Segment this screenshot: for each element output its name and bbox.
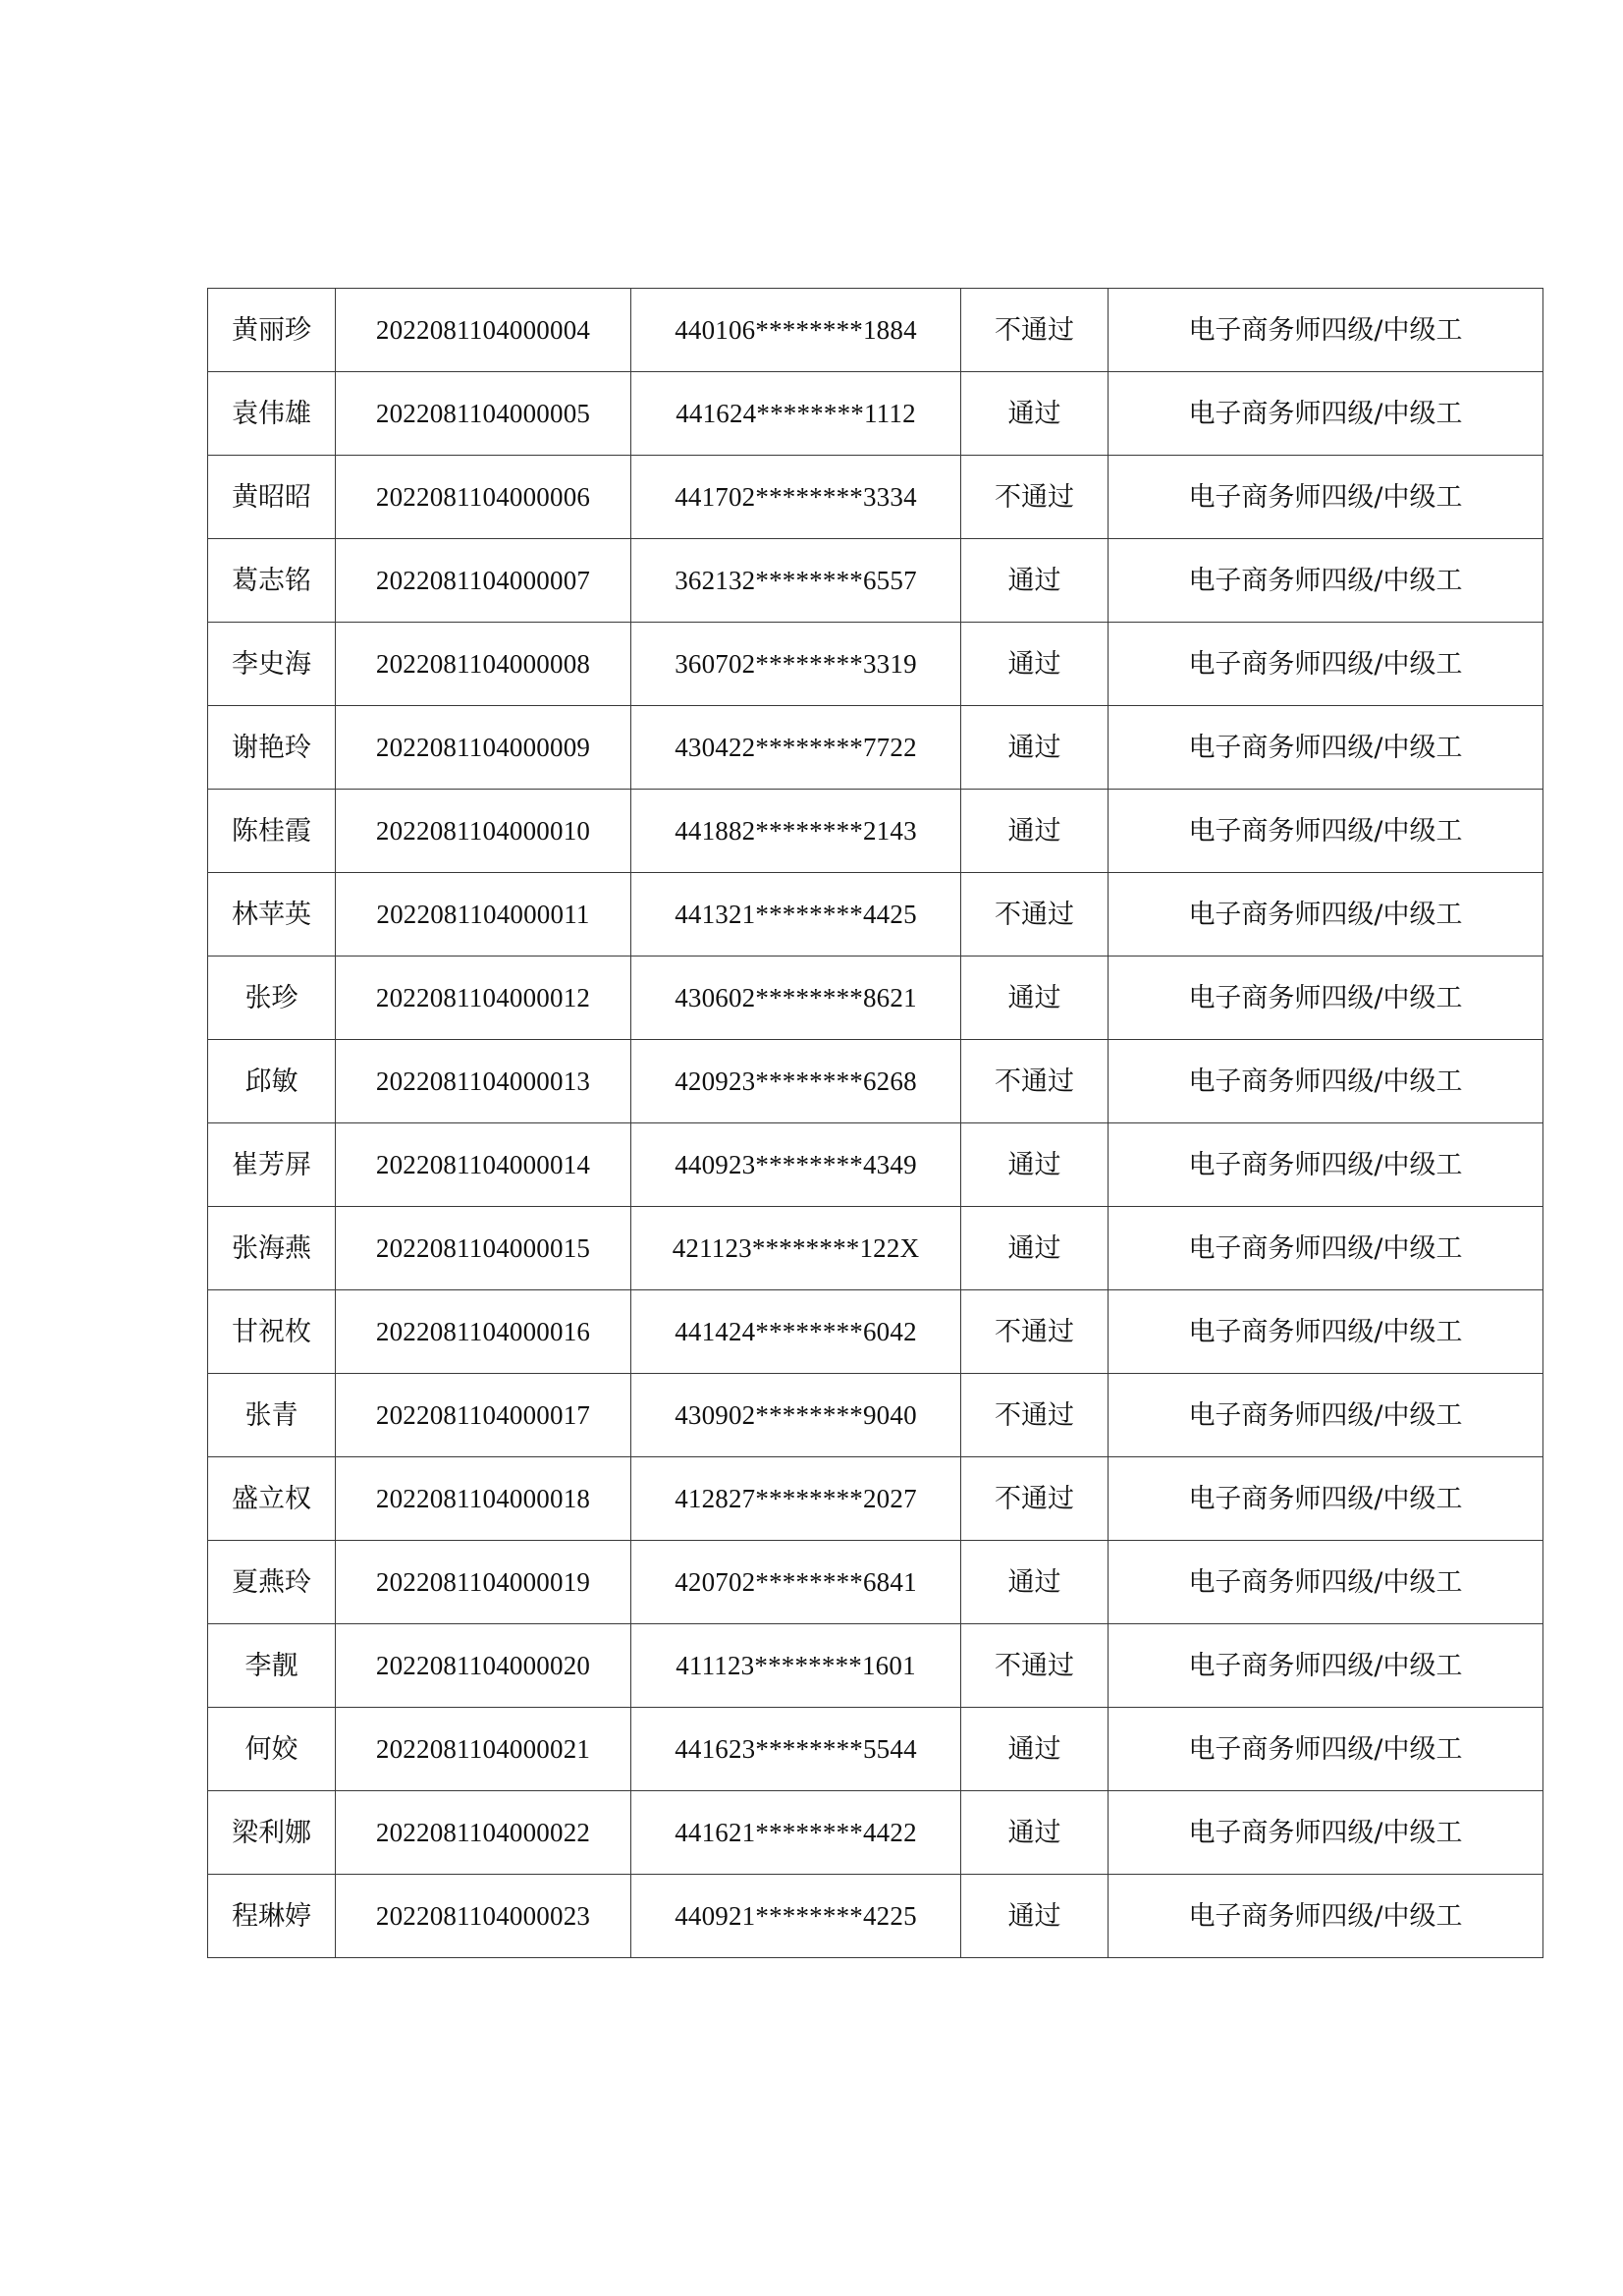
id-number-cell: 441321********4425 xyxy=(631,873,961,957)
table-row xyxy=(208,1624,1543,1708)
result-cell: 不通过 xyxy=(961,1040,1109,1123)
occupation-level-cell: 电子商务师四级/中级工 xyxy=(1109,1290,1543,1374)
occupation-level-cell: 电子商务师四级/中级工 xyxy=(1109,873,1543,957)
result-cell: 通过 xyxy=(961,1123,1109,1207)
exam-number-cell: 2022081104000009 xyxy=(336,706,631,790)
occupation-level-cell: 电子商务师四级/中级工 xyxy=(1109,1708,1543,1791)
result-cell: 不通过 xyxy=(961,1624,1109,1708)
id-number-cell: 441623********5544 xyxy=(631,1708,961,1791)
exam-number-cell: 2022081104000005 xyxy=(336,372,631,456)
id-number-cell: 430602********8621 xyxy=(631,957,961,1040)
candidate-name-cell: 张海燕 xyxy=(208,1207,336,1290)
table-row xyxy=(208,623,1543,706)
exam-number-cell: 2022081104000017 xyxy=(336,1374,631,1457)
table-row xyxy=(208,790,1543,873)
id-number-cell: 441621********4422 xyxy=(631,1791,961,1875)
exam-number-cell: 2022081104000016 xyxy=(336,1290,631,1374)
table-row xyxy=(208,289,1543,372)
candidate-name-cell: 李史海 xyxy=(208,623,336,706)
table-row xyxy=(208,539,1543,623)
candidate-name-cell: 黄丽珍 xyxy=(208,289,336,372)
exam-number-cell: 2022081104000018 xyxy=(336,1457,631,1541)
candidate-name-cell: 林苹英 xyxy=(208,873,336,957)
result-cell: 不通过 xyxy=(961,1457,1109,1541)
result-cell: 通过 xyxy=(961,1541,1109,1624)
table-row xyxy=(208,372,1543,456)
id-number-cell: 412827********2027 xyxy=(631,1457,961,1541)
table-row xyxy=(208,1791,1543,1875)
id-number-cell: 441882********2143 xyxy=(631,790,961,873)
occupation-level-cell: 电子商务师四级/中级工 xyxy=(1109,1457,1543,1541)
candidate-name-cell: 甘祝枚 xyxy=(208,1290,336,1374)
occupation-level-cell: 电子商务师四级/中级工 xyxy=(1109,1791,1543,1875)
results-table xyxy=(207,288,1543,1958)
exam-number-cell: 2022081104000007 xyxy=(336,539,631,623)
table-row xyxy=(208,456,1543,539)
result-cell: 不通过 xyxy=(961,1374,1109,1457)
id-number-cell: 411123********1601 xyxy=(631,1624,961,1708)
result-cell: 不通过 xyxy=(961,873,1109,957)
candidate-name-cell: 袁伟雄 xyxy=(208,372,336,456)
candidate-name-cell: 崔芳屏 xyxy=(208,1123,336,1207)
occupation-level-cell: 电子商务师四级/中级工 xyxy=(1109,1374,1543,1457)
exam-number-cell: 2022081104000004 xyxy=(336,289,631,372)
result-cell: 不通过 xyxy=(961,456,1109,539)
exam-number-cell: 2022081104000013 xyxy=(336,1040,631,1123)
candidate-name-cell: 李靓 xyxy=(208,1624,336,1708)
id-number-cell: 441424********6042 xyxy=(631,1290,961,1374)
exam-number-cell: 2022081104000011 xyxy=(336,873,631,957)
exam-number-cell: 2022081104000015 xyxy=(336,1207,631,1290)
result-cell: 通过 xyxy=(961,1207,1109,1290)
result-cell: 通过 xyxy=(961,790,1109,873)
result-cell: 通过 xyxy=(961,1791,1109,1875)
candidate-name-cell: 夏燕玲 xyxy=(208,1541,336,1624)
candidate-name-cell: 葛志铭 xyxy=(208,539,336,623)
table-row xyxy=(208,957,1543,1040)
result-cell: 通过 xyxy=(961,957,1109,1040)
candidate-name-cell: 梁利娜 xyxy=(208,1791,336,1875)
result-cell: 不通过 xyxy=(961,1290,1109,1374)
id-number-cell: 440921********4225 xyxy=(631,1875,961,1958)
exam-number-cell: 2022081104000014 xyxy=(336,1123,631,1207)
occupation-level-cell: 电子商务师四级/中级工 xyxy=(1109,790,1543,873)
candidate-name-cell: 陈桂霞 xyxy=(208,790,336,873)
exam-number-cell: 2022081104000012 xyxy=(336,957,631,1040)
occupation-level-cell: 电子商务师四级/中级工 xyxy=(1109,289,1543,372)
id-number-cell: 430422********7722 xyxy=(631,706,961,790)
result-cell: 通过 xyxy=(961,539,1109,623)
id-number-cell: 440923********4349 xyxy=(631,1123,961,1207)
occupation-level-cell: 电子商务师四级/中级工 xyxy=(1109,1875,1543,1958)
table-row xyxy=(208,1290,1543,1374)
table-row xyxy=(208,706,1543,790)
id-number-cell: 360702********3319 xyxy=(631,623,961,706)
occupation-level-cell: 电子商务师四级/中级工 xyxy=(1109,372,1543,456)
occupation-level-cell: 电子商务师四级/中级工 xyxy=(1109,1207,1543,1290)
occupation-level-cell: 电子商务师四级/中级工 xyxy=(1109,1624,1543,1708)
table-row xyxy=(208,1875,1543,1958)
table-row xyxy=(208,1457,1543,1541)
table-row xyxy=(208,1541,1543,1624)
exam-number-cell: 2022081104000022 xyxy=(336,1791,631,1875)
id-number-cell: 362132********6557 xyxy=(631,539,961,623)
candidate-name-cell: 邱敏 xyxy=(208,1040,336,1123)
table-row xyxy=(208,1040,1543,1123)
table-row xyxy=(208,873,1543,957)
exam-number-cell: 2022081104000019 xyxy=(336,1541,631,1624)
candidate-name-cell: 张青 xyxy=(208,1374,336,1457)
exam-number-cell: 2022081104000021 xyxy=(336,1708,631,1791)
table-row xyxy=(208,1207,1543,1290)
id-number-cell: 441624********1112 xyxy=(631,372,961,456)
table-row xyxy=(208,1374,1543,1457)
occupation-level-cell: 电子商务师四级/中级工 xyxy=(1109,957,1543,1040)
candidate-name-cell: 张珍 xyxy=(208,957,336,1040)
results-table-body xyxy=(208,289,1543,1958)
table-row xyxy=(208,1708,1543,1791)
id-number-cell: 420702********6841 xyxy=(631,1541,961,1624)
table-row xyxy=(208,1123,1543,1207)
result-cell: 通过 xyxy=(961,623,1109,706)
id-number-cell: 421123********122X xyxy=(631,1207,961,1290)
exam-number-cell: 2022081104000006 xyxy=(336,456,631,539)
exam-number-cell: 2022081104000023 xyxy=(336,1875,631,1958)
candidate-name-cell: 何姣 xyxy=(208,1708,336,1791)
candidate-name-cell: 程琳婷 xyxy=(208,1875,336,1958)
occupation-level-cell: 电子商务师四级/中级工 xyxy=(1109,706,1543,790)
id-number-cell: 430902********9040 xyxy=(631,1374,961,1457)
occupation-level-cell: 电子商务师四级/中级工 xyxy=(1109,1541,1543,1624)
id-number-cell: 420923********6268 xyxy=(631,1040,961,1123)
result-cell: 通过 xyxy=(961,1708,1109,1791)
exam-number-cell: 2022081104000008 xyxy=(336,623,631,706)
exam-number-cell: 2022081104000010 xyxy=(336,790,631,873)
occupation-level-cell: 电子商务师四级/中级工 xyxy=(1109,539,1543,623)
candidate-name-cell: 黄昭昭 xyxy=(208,456,336,539)
occupation-level-cell: 电子商务师四级/中级工 xyxy=(1109,623,1543,706)
id-number-cell: 440106********1884 xyxy=(631,289,961,372)
result-cell: 通过 xyxy=(961,372,1109,456)
candidate-name-cell: 谢艳玲 xyxy=(208,706,336,790)
result-cell: 通过 xyxy=(961,706,1109,790)
id-number-cell: 441702********3334 xyxy=(631,456,961,539)
result-cell: 通过 xyxy=(961,1875,1109,1958)
candidate-name-cell: 盛立权 xyxy=(208,1457,336,1541)
exam-number-cell: 2022081104000020 xyxy=(336,1624,631,1708)
occupation-level-cell: 电子商务师四级/中级工 xyxy=(1109,456,1543,539)
result-cell: 不通过 xyxy=(961,289,1109,372)
occupation-level-cell: 电子商务师四级/中级工 xyxy=(1109,1123,1543,1207)
occupation-level-cell: 电子商务师四级/中级工 xyxy=(1109,1040,1543,1123)
